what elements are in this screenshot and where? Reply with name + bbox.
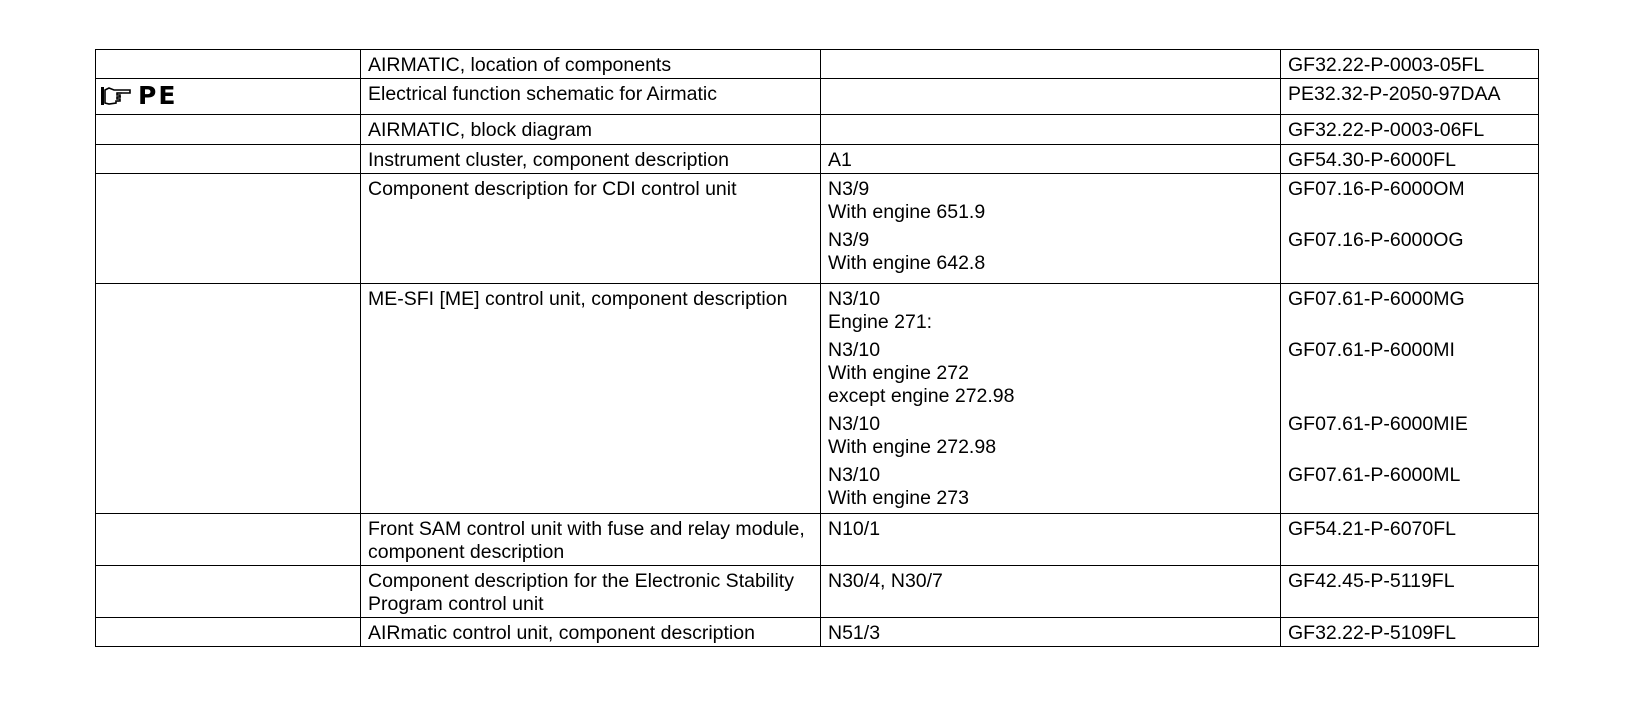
marker-cell <box>96 174 361 284</box>
title-cell <box>361 618 821 647</box>
component-code: A1 <box>828 149 852 171</box>
document-number-entry <box>1281 460 1538 511</box>
document-title: Instrument cluster, component description <box>368 149 729 171</box>
component-entry <box>821 514 1280 542</box>
document-title: Electrical function schematic for Airmatic <box>368 83 717 105</box>
component-code: N10/1 <box>828 518 881 540</box>
document-number-link[interactable]: GF07.16-P-6000OM <box>1288 178 1465 200</box>
table-row <box>96 50 1539 79</box>
component-code: N3/10 <box>828 413 881 435</box>
marker-cell <box>96 566 361 618</box>
document-number-link[interactable]: GF54.30-P-6000FL <box>1288 149 1457 171</box>
document-number-link[interactable]: GF32.22-P-5109FL <box>1288 622 1457 644</box>
document-number-link[interactable]: GF07.61-P-6000ML <box>1288 464 1461 486</box>
component-reference-table <box>95 49 1539 647</box>
component-cell <box>821 50 1281 79</box>
document-number-entry <box>1281 514 1538 542</box>
document-number-link[interactable]: GF32.22-P-0003-05FL <box>1288 54 1485 76</box>
table-row <box>96 79 1539 115</box>
component-code: N30/4, N30/7 <box>828 570 943 592</box>
document-number-entry <box>1281 225 1538 276</box>
component-entry <box>821 225 1280 276</box>
document-number-cell <box>1281 566 1539 618</box>
document-number-cell <box>1281 284 1539 514</box>
component-cell <box>821 174 1281 284</box>
component-cell <box>821 79 1281 115</box>
component-code: N3/10 <box>828 339 881 361</box>
document-title: ME-SFI [ME] control unit, component description <box>368 288 788 310</box>
component-code: N3/10 <box>828 464 881 486</box>
component-entry <box>821 145 1280 173</box>
document-number-link[interactable]: GF32.22-P-0003-06FL <box>1288 119 1485 141</box>
component-entry <box>821 460 1280 511</box>
title-cell <box>361 514 821 566</box>
component-entry <box>821 115 1280 143</box>
component-condition: With engine 272.98 <box>828 436 997 458</box>
title-cell <box>361 50 821 79</box>
component-condition: With engine 642.8 <box>828 252 986 274</box>
document-number-entry <box>1281 409 1538 460</box>
component-code: N51/3 <box>828 622 881 644</box>
component-condition: except engine 272.98 <box>828 385 1015 407</box>
table-row <box>96 514 1539 566</box>
document-number-cell <box>1281 79 1539 115</box>
marker-cell <box>96 115 361 145</box>
document-number-entry <box>1281 566 1538 594</box>
component-cell <box>821 618 1281 647</box>
component-cell <box>821 115 1281 145</box>
document-title: AIRMATIC, block diagram <box>368 119 592 141</box>
document-title: Component description for CDI control unit <box>368 178 737 200</box>
component-condition: With engine 273 <box>828 487 969 509</box>
marker-cell <box>96 79 361 115</box>
component-code: N3/9 <box>828 229 870 251</box>
component-entry <box>821 566 1280 594</box>
component-cell <box>821 284 1281 514</box>
component-entry <box>821 174 1280 225</box>
table-row <box>96 618 1539 647</box>
component-condition: Engine 271: <box>828 311 933 333</box>
component-entry <box>821 79 1280 107</box>
component-cell <box>821 566 1281 618</box>
document-number-entry <box>1281 145 1538 173</box>
document-title: AIRmatic control unit, component description <box>368 622 755 644</box>
document-number-entry <box>1281 115 1538 143</box>
component-entry <box>821 409 1280 460</box>
table-body <box>96 50 1539 647</box>
document-number-link[interactable]: GF07.61-P-6000MI <box>1288 339 1455 361</box>
document-number-cell <box>1281 145 1539 174</box>
title-cell <box>361 284 821 514</box>
title-cell <box>361 174 821 284</box>
title-cell <box>361 79 821 115</box>
table-row <box>96 174 1539 284</box>
component-code: N3/10 <box>828 288 881 310</box>
title-cell <box>361 566 821 618</box>
document-number-entry <box>1281 618 1538 646</box>
pe-marker[interactable] <box>96 79 360 111</box>
table-row <box>96 566 1539 618</box>
component-entry <box>821 618 1280 646</box>
document-title: Front SAM control unit with fuse and relay module, component description <box>368 518 805 563</box>
component-entry <box>821 50 1280 78</box>
document-number-entry <box>1281 174 1538 225</box>
document-number-entry <box>1281 335 1538 409</box>
document-number-cell <box>1281 115 1539 145</box>
document-number-link[interactable]: GF54.21-P-6070FL <box>1288 518 1457 540</box>
document-number-entry <box>1281 50 1538 78</box>
marker-cell <box>96 618 361 647</box>
document-number-entry <box>1281 79 1538 107</box>
document-number-link[interactable]: GF07.61-P-6000MG <box>1288 288 1465 310</box>
document-number-cell <box>1281 174 1539 284</box>
component-entry <box>821 284 1280 335</box>
document-title: Component description for the Electronic Stability Program control unit <box>368 570 794 615</box>
component-condition: With engine 272 <box>828 362 969 384</box>
document-number-link[interactable]: GF07.16-P-6000OG <box>1288 229 1464 251</box>
marker-cell <box>96 50 361 79</box>
title-cell <box>361 145 821 174</box>
document-title: AIRMATIC, location of components <box>368 54 672 76</box>
document-number-link[interactable]: GF07.61-P-6000MIE <box>1288 413 1468 435</box>
document-number-cell <box>1281 514 1539 566</box>
document-number-cell <box>1281 618 1539 647</box>
document-number-link[interactable]: GF42.45-P-5119FL <box>1288 570 1455 592</box>
marker-cell <box>96 514 361 566</box>
component-cell <box>821 514 1281 566</box>
component-entry <box>821 335 1280 409</box>
document-number-cell <box>1281 50 1539 79</box>
document-number-entry <box>1281 284 1538 335</box>
table-row <box>96 284 1539 514</box>
table-row <box>96 145 1539 174</box>
component-cell <box>821 145 1281 174</box>
title-cell <box>361 115 821 145</box>
component-code: N3/9 <box>828 178 870 200</box>
pointing-hand-icon <box>100 84 132 108</box>
pe-marker-label: PE <box>138 81 178 110</box>
table-row <box>96 115 1539 145</box>
component-condition: With engine 651.9 <box>828 201 986 223</box>
marker-cell <box>96 284 361 514</box>
document-number-link[interactable]: PE32.32-P-2050-97DAA <box>1288 83 1501 105</box>
marker-cell <box>96 145 361 174</box>
